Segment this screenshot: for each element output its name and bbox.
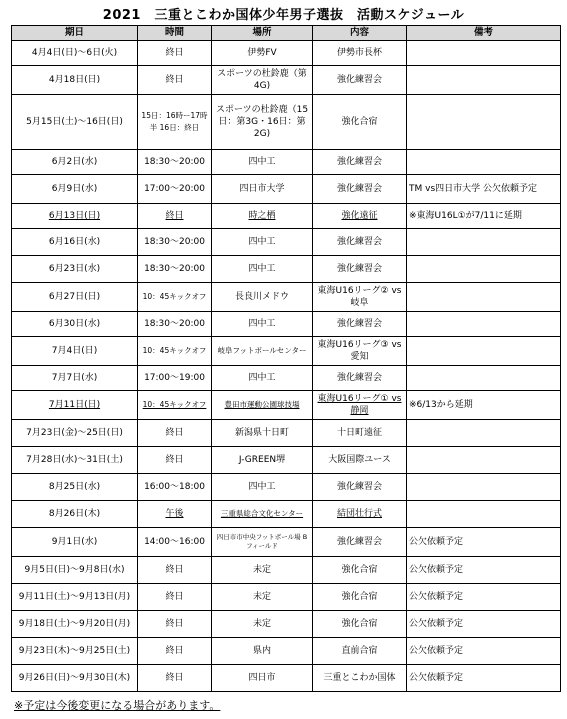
content-cell: 結団壮行式	[313, 501, 407, 528]
note-cell: 公欠依頼予定	[407, 528, 561, 557]
date-cell: 9月18日(土)〜9月20日(月)	[12, 611, 138, 638]
table-row	[12, 557, 561, 584]
content-cell: 三重とこわか国体	[313, 665, 407, 692]
table-row	[12, 283, 561, 312]
content-cell: 強化練習会	[313, 256, 407, 283]
note-cell	[407, 474, 561, 501]
table-row	[12, 420, 561, 447]
note-cell	[407, 283, 561, 312]
date-cell: 4月18日(日)	[12, 66, 138, 95]
content-cell: 強化練習会	[313, 150, 407, 175]
table-row	[12, 229, 561, 256]
table-row	[12, 611, 561, 638]
content-cell: 強化練習会	[313, 175, 407, 204]
time-cell: 終日	[138, 557, 212, 584]
time-cell: 16:00〜18:00	[138, 474, 212, 501]
note-cell: 公欠依頼予定	[407, 557, 561, 584]
date-cell: 6月13日(日)	[12, 204, 138, 229]
date-cell: 8月25日(水)	[12, 474, 138, 501]
date-cell: 6月30日(水)	[12, 312, 138, 337]
place-cell: 長良川メドウ	[212, 283, 313, 312]
date-cell: 6月16日(水)	[12, 229, 138, 256]
note-cell	[407, 66, 561, 95]
time-cell: 終日	[138, 611, 212, 638]
place-cell: 時之栖	[212, 204, 313, 229]
table-row	[12, 41, 561, 66]
date-cell: 6月2日(水)	[12, 150, 138, 175]
header-time: 時間	[138, 26, 212, 41]
content-cell: 強化合宿	[313, 95, 407, 150]
table-row	[12, 528, 561, 557]
header-content: 内容	[313, 26, 407, 41]
table-row	[12, 312, 561, 337]
date-cell: 9月11日(土)〜9月13日(月)	[12, 584, 138, 611]
note-cell	[407, 337, 561, 366]
place-cell: 四中工	[212, 229, 313, 256]
place-cell: 四中工	[212, 474, 313, 501]
time-cell: 終日	[138, 584, 212, 611]
time-cell: 18:30〜20:00	[138, 312, 212, 337]
time-cell: 18:30〜20:00	[138, 229, 212, 256]
date-cell: 6月27日(日)	[12, 283, 138, 312]
page-title: 2021 三重とこわか国体少年男子選抜 活動スケジュール	[102, 8, 465, 23]
content-cell: 大阪国際ユース	[313, 447, 407, 474]
date-cell: 7月11日(日)	[12, 391, 138, 420]
note-cell	[407, 41, 561, 66]
time-cell: 10：45キックオフ	[138, 283, 212, 312]
note-cell: 公欠依頼予定	[407, 611, 561, 638]
note-cell	[407, 95, 561, 150]
table-row	[12, 66, 561, 95]
place-cell: 伊勢FV	[212, 41, 313, 66]
note-cell	[407, 501, 561, 528]
date-cell: 9月26日(日)〜9月30日(木)	[12, 665, 138, 692]
content-cell: 東海U16リーグ③ vs愛知	[313, 337, 407, 366]
note-cell	[407, 150, 561, 175]
place-cell: スポーツの杜鈴鹿（15日：第3G・16日：第2G)	[212, 95, 313, 150]
content-cell: 十日町遠征	[313, 420, 407, 447]
time-cell: 午後	[138, 501, 212, 528]
note-cell: ※東海U16L①が7/11に延期	[407, 204, 561, 229]
content-cell: 強化練習会	[313, 66, 407, 95]
time-cell: 17:00〜19:00	[138, 366, 212, 391]
time-cell: 10：45キックオフ	[138, 337, 212, 366]
table-header-row	[12, 26, 561, 41]
place-cell: 未定	[212, 557, 313, 584]
place-cell: スポーツの杜鈴鹿（第4G)	[212, 66, 313, 95]
date-cell: 9月23日(木)〜9月25日(土)	[12, 638, 138, 665]
time-cell: 終日	[138, 41, 212, 66]
table-row	[12, 391, 561, 420]
time-cell: 18:30〜20:00	[138, 150, 212, 175]
date-cell: 7月4日(日)	[12, 337, 138, 366]
table-row	[12, 366, 561, 391]
place-cell: 新潟県十日町	[212, 420, 313, 447]
content-cell: 強化合宿	[313, 611, 407, 638]
table-row	[12, 474, 561, 501]
date-cell: 7月28日(水)〜31日(土)	[12, 447, 138, 474]
time-cell: 終日	[138, 447, 212, 474]
table-row	[12, 256, 561, 283]
time-cell: 17:00〜20:00	[138, 175, 212, 204]
place-cell: 岐阜フットボールセンター	[212, 337, 313, 366]
content-cell: 東海U16リーグ② vs岐阜	[313, 283, 407, 312]
place-cell: 四日市市中央フットボール場 Bフィールド	[212, 528, 313, 557]
time-cell: 14:00〜16:00	[138, 528, 212, 557]
table-row	[12, 204, 561, 229]
date-cell: 7月7日(水)	[12, 366, 138, 391]
time-cell: 15日：16時ー17時半 16日：終日	[138, 95, 212, 150]
note-cell: 公欠依頼予定	[407, 638, 561, 665]
date-cell: 9月5日(日)〜9月8日(水)	[12, 557, 138, 584]
content-cell: 強化合宿	[313, 584, 407, 611]
note-cell	[407, 447, 561, 474]
place-cell: 四日市大学	[212, 175, 313, 204]
note-cell	[407, 366, 561, 391]
date-cell: 5月15日(土)〜16日(日)	[12, 95, 138, 150]
content-cell: 強化練習会	[313, 312, 407, 337]
content-cell: 伊勢市長杯	[313, 41, 407, 66]
place-cell: 県内	[212, 638, 313, 665]
note-cell: 公欠依頼予定	[407, 584, 561, 611]
content-cell: 強化練習会	[313, 229, 407, 256]
note-cell: TM vs四日市大学 公欠依頼予定	[407, 175, 561, 204]
header-note: 備考	[407, 26, 561, 41]
date-cell: 9月1日(水)	[12, 528, 138, 557]
place-cell: J-GREEN堺	[212, 447, 313, 474]
table-row	[12, 501, 561, 528]
content-cell: 東海U16リーグ① vs静岡	[313, 391, 407, 420]
time-cell: 終日	[138, 66, 212, 95]
time-cell: 18:30〜20:00	[138, 256, 212, 283]
schedule-table	[11, 25, 561, 692]
note-cell	[407, 312, 561, 337]
header-place: 場所	[212, 26, 313, 41]
time-cell: 終日	[138, 204, 212, 229]
table-row	[12, 175, 561, 204]
content-cell: 強化練習会	[313, 474, 407, 501]
table-row	[12, 665, 561, 692]
date-cell: 4月4日(日)〜6日(火)	[12, 41, 138, 66]
time-cell: 10：45キックオフ	[138, 391, 212, 420]
table-row	[12, 337, 561, 366]
place-cell: 豊田市運動公園球技場	[212, 391, 313, 420]
table-row	[12, 447, 561, 474]
table-row	[12, 150, 561, 175]
note-cell	[407, 420, 561, 447]
date-cell: 7月23日(金)〜25日(日)	[12, 420, 138, 447]
date-cell: 6月23日(水)	[12, 256, 138, 283]
date-cell: 6月9日(水)	[12, 175, 138, 204]
place-cell: 未定	[212, 611, 313, 638]
note-cell: ※6/13から延期	[407, 391, 561, 420]
table-row	[12, 584, 561, 611]
content-cell: 強化練習会	[313, 528, 407, 557]
time-cell: 終日	[138, 638, 212, 665]
place-cell: 四中工	[212, 150, 313, 175]
footer-note: ※予定は今後変更になる場合があります。	[14, 699, 221, 712]
time-cell: 終日	[138, 665, 212, 692]
content-cell: 強化練習会	[313, 366, 407, 391]
content-cell: 直前合宿	[313, 638, 407, 665]
place-cell: 四中工	[212, 366, 313, 391]
time-cell: 終日	[138, 420, 212, 447]
place-cell: 四中工	[212, 256, 313, 283]
header-date: 期日	[12, 26, 138, 41]
content-cell: 強化遠征	[313, 204, 407, 229]
place-cell: 三重県総合文化センター	[212, 501, 313, 528]
table-row	[12, 95, 561, 150]
table-row	[12, 638, 561, 665]
note-cell: 公欠依頼予定	[407, 665, 561, 692]
note-cell	[407, 256, 561, 283]
place-cell: 四日市	[212, 665, 313, 692]
place-cell: 四中工	[212, 312, 313, 337]
note-cell	[407, 229, 561, 256]
date-cell: 8月26日(木)	[12, 501, 138, 528]
content-cell: 強化合宿	[313, 557, 407, 584]
place-cell: 未定	[212, 584, 313, 611]
